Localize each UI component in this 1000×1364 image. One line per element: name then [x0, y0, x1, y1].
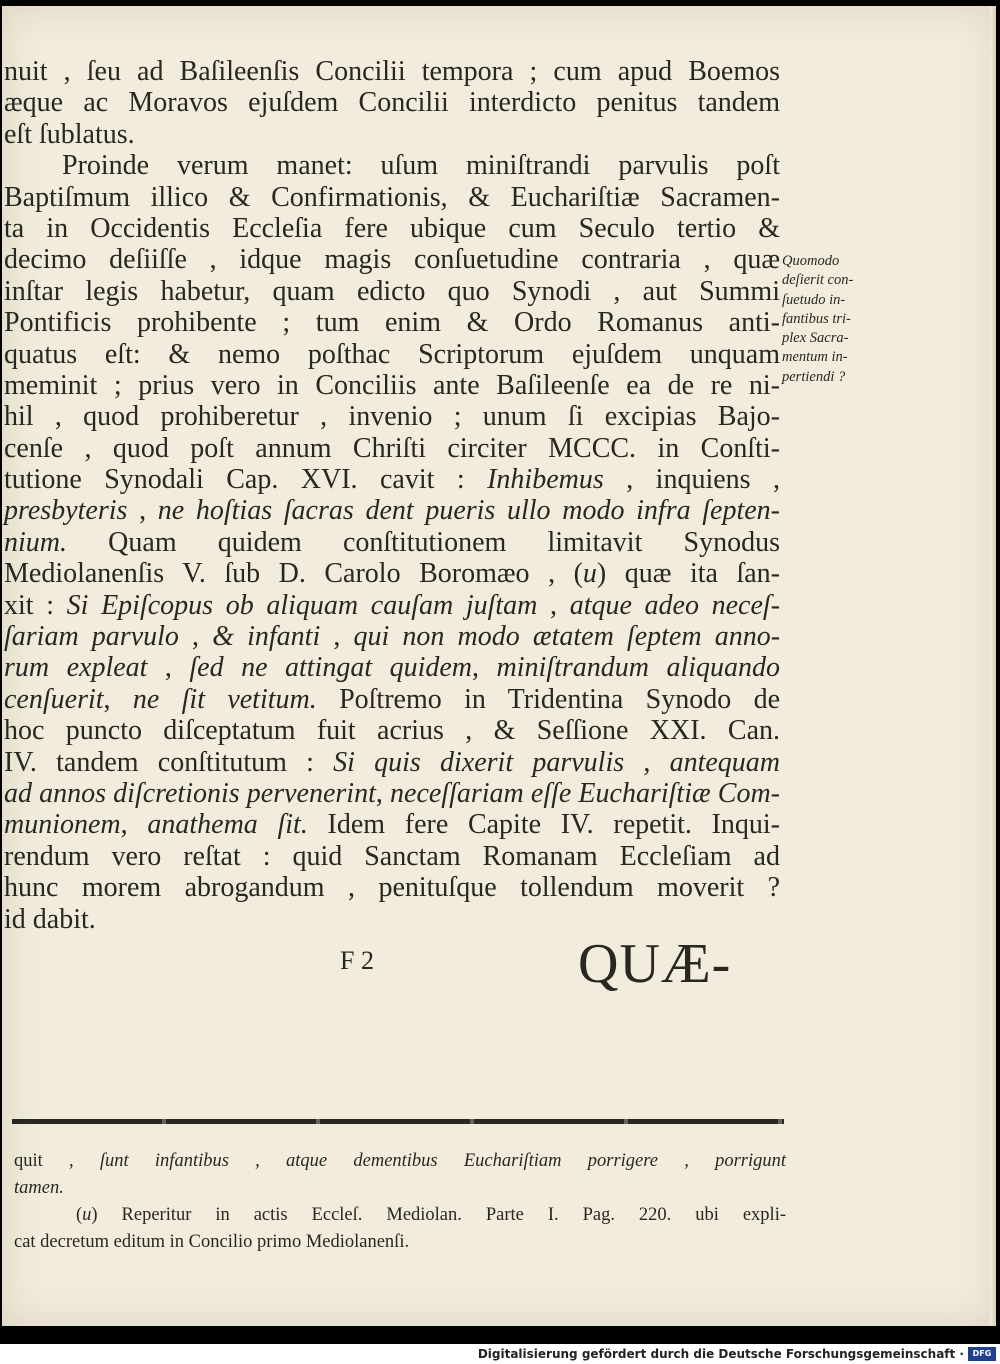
main-text-block [4, 56, 780, 935]
italic-text-run: qui non modo ætatem ſeptem anno- [353, 621, 781, 653]
text-run: xit : [4, 589, 67, 621]
text-run: ) quæ ita ſan- [596, 558, 780, 590]
text-line [4, 276, 780, 307]
italic-text-run: ſed ne attingat quidem [189, 652, 473, 684]
text-run: hunc morem abrogandum , penituſque tollendum moverit ? [4, 872, 780, 904]
text-line [4, 401, 780, 432]
italic-text-run: cenſuerit [4, 683, 104, 715]
text-run: , [624, 746, 670, 778]
text-run: ta in Occidentis Eccleſia fere ubique cum Seculo tertio & [4, 212, 780, 244]
text-run: id dabit. [4, 903, 96, 935]
text-line [4, 778, 780, 809]
footnotes-block [14, 1148, 786, 1256]
text-line [4, 621, 780, 652]
text-run: cenſe , quod poſt annum Chriſti circiter MCCC. in Conſti- [4, 432, 780, 464]
text-run: Mediolanenſis V. ſub D. Carolo Boromæo , ( [4, 558, 583, 590]
text-run: hoc puncto diſceptatum fuit acrius , & Seſſione XXI. Can. [4, 715, 780, 747]
text-line [4, 370, 780, 401]
italic-text-run: miniſtrandum aliquando [496, 652, 781, 684]
text-run: , [103, 683, 133, 715]
text-run: , [127, 495, 158, 527]
text-line [4, 652, 780, 683]
marginal-note-line: fantibus tri- [782, 310, 851, 327]
footnote-line [14, 1148, 786, 1175]
text-line [4, 464, 780, 495]
footnote-line [14, 1202, 786, 1229]
text-run: meminit ; prius vero in Conciliis ante Baſileenſe ea de re ni- [4, 369, 780, 401]
text-line [4, 182, 780, 213]
marginal-note-line: ſuetudo in- [782, 291, 846, 308]
italic-text-run: ſunt infantibus , atque dementibus Euchariſtiam porrigere , porrigunt [99, 1151, 787, 1171]
text-line [4, 747, 780, 778]
text-line [4, 558, 780, 589]
text-line [4, 87, 780, 118]
text-run: ( [76, 1205, 83, 1225]
text-line [4, 904, 780, 935]
text-run: Pontificis prohibente ; tum enim & Ordo Romanus anti- [4, 307, 780, 339]
italic-text-run: atque adeo neceſ- [569, 589, 781, 621]
text-line [4, 339, 780, 370]
catchword: QUÆ- [578, 933, 732, 995]
italic-text-run: anathema ſit. [147, 809, 308, 841]
text-run: rendum vero reſtat : quid Sanctam Romanam Eccleſiam ad [4, 840, 780, 872]
italic-text-run: u [82, 1205, 92, 1225]
text-line [4, 307, 780, 338]
text-run: nuit , ſeu ad Baſileenſis Concilii tempora ; cum apud Boemos [4, 56, 780, 87]
text-line [4, 244, 780, 275]
text-run: IV. tandem conſtitutum : [4, 746, 334, 778]
italic-text-run: ne hoſtias ſacras dent pueris ullo modo infra ſepten- [157, 495, 781, 527]
text-line [4, 213, 780, 244]
text-line [4, 56, 780, 87]
italic-text-run: ne ſit vetitum. [132, 683, 317, 715]
italic-text-run: rum expleat [4, 652, 148, 684]
text-line [4, 495, 780, 526]
text-run: Proinde verum manet: uſum miniſtrandi parvulis poſt [62, 150, 780, 182]
footnote-line [14, 1175, 786, 1202]
marginal-note [782, 252, 894, 387]
text-line [4, 433, 780, 464]
text-run: , [375, 777, 391, 809]
text-run: , [320, 621, 354, 653]
text-run: cat decretum editum in Concilio primo Mediolanenſi. [14, 1232, 410, 1252]
text-line [4, 872, 780, 903]
footer-banner [0, 1344, 1000, 1364]
italic-text-run: u [582, 558, 597, 590]
text-run: eſt ſublatus. [4, 118, 135, 150]
italic-text-run: presbyteris [4, 495, 128, 527]
marginal-note-line: pertiendi ? [782, 368, 846, 385]
dfg-logo-icon: DFG [968, 1347, 996, 1361]
text-run: hil , quod prohiberetur , invenio ; unum ſi excipias Bajo- [4, 401, 780, 433]
italic-text-run: tamen. [14, 1178, 64, 1198]
marginal-note-line: deſierit con- [782, 272, 854, 289]
text-run: , [178, 621, 213, 653]
marginal-note-line: plex Sacra- [782, 330, 849, 347]
text-line [4, 527, 780, 558]
italic-text-run: antequam [669, 746, 781, 778]
text-run: Baptiſmum illico & Confirmationis, & Euchariſtiæ Sacramen- [4, 181, 780, 213]
italic-text-run: nium. [4, 526, 67, 558]
text-run: Idem fere Capite IV. repetit. Inqui- [307, 809, 781, 841]
text-run: quit , [14, 1151, 100, 1171]
italic-text-run: & infanti [212, 621, 321, 653]
funding-credit: Digitalisierung gefördert durch die Deutsche Forschungsgemeinschaft · [477, 1347, 964, 1361]
italic-text-run: neceſſariam eſſe Euchariſtiæ Com- [390, 777, 781, 809]
text-run: tutione Synodali Cap. XVI. cavit : [4, 464, 488, 496]
text-run: inſtar legis habetur, quam edicto quo Synodi , aut Summi [4, 275, 780, 307]
text-line [4, 841, 780, 872]
italic-text-run: ſariam parvulo [4, 621, 179, 653]
text-line [4, 715, 780, 746]
text-run: Quam quidem conſtitutionem limitavit Synodus [67, 526, 780, 558]
italic-text-run: Si Epiſcopus ob aliquam cauſam juſtam [66, 589, 538, 621]
text-line [4, 684, 780, 715]
italic-text-run: munionem [4, 809, 121, 841]
footnote-separator-rule [12, 1119, 784, 1124]
marginal-note-line: Quomodo [782, 253, 840, 269]
text-line [4, 150, 780, 181]
footnote-line [14, 1229, 786, 1256]
page-edge [990, 6, 996, 1326]
text-line [4, 119, 780, 150]
text-run: , [147, 652, 190, 684]
signature-mark: F 2 [340, 946, 374, 975]
text-run: , [537, 589, 570, 621]
marginal-note-line: mentum in- [782, 349, 848, 366]
text-line [4, 590, 780, 621]
text-run: , [472, 652, 497, 684]
italic-text-run: Si quis dixerit parvulis [333, 746, 625, 778]
italic-text-run: ad annos diſcretionis pervenerint [4, 777, 376, 809]
text-line [4, 809, 780, 840]
text-run: quatus eſt: & nemo poſthac Scriptorum ejuſdem unquam [4, 338, 780, 370]
text-run: æque ac Moravos ejuſdem Concilii interdicto penitus tandem [4, 87, 780, 119]
text-run: ) Reperitur in actis Eccleſ. Mediolan. Parte I. Pag. 220. ubi expli- [91, 1205, 786, 1225]
text-run: , [120, 809, 148, 841]
italic-text-run: Inhibemus [487, 464, 604, 496]
text-run: , inquiens , [603, 464, 781, 496]
text-run: decimo deſiiſſe , idque magis conſuetudine contraria , quæ [4, 244, 780, 276]
text-run: Poſtremo in Tridentina Synodo de [316, 683, 780, 715]
